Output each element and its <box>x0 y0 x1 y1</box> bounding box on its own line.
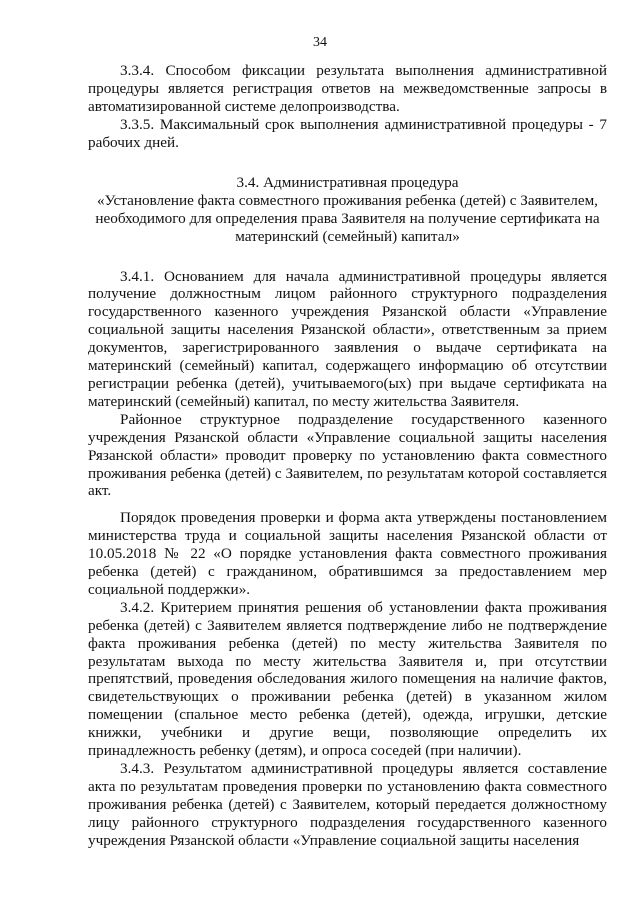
paragraph-3-3-5: 3.3.5. Максимальный срок выполнения административной процедуры - 7 рабочих дней. <box>88 115 607 151</box>
paragraph-3-4-3: 3.4.3. Результатом административной процедуры является составление акта по результатам проведения проверки по установлению факта совместного проживания ребенка (детей) с Заявителем, который передается должностному лицу районного структурного подразделения государственного казенного учреждения Рязанской области «Управление социальной защиты населения <box>88 760 607 849</box>
paragraph-3-3-4: 3.3.4. Способом фиксации результата выполнения административной процедуры является регистрация ответов на межведомственные запросы в автоматизированной системе делопроизводства. <box>88 62 607 115</box>
section-heading-title: «Установление факта совместного проживания ребенка (детей) с Заявителем, необходимого для определения права Заявителя на получение сертификата на материнский (семейный) капитал» <box>95 191 600 245</box>
paragraph-3-4-2: 3.4.2. Критерием принятия решения об установлении факта проживания ребенка (детей) с Заявителем является подтверждение либо не подтверждение факта проживания ребенка (детей) по месту жительства Заявителя по результатам выхода по месту жительства Заявителя и, при отсутствии препятствий, проведения обследования жилого помещения на наличие фактов, свидетельствующих о проживании ребенка (детей) в указанном жилом помещении (спальное место ребенка (детей), одежда, игрушки, детские книжки, учебники и другие вещи, позволяющие определить их принадлежность ребенку (детям), и опроса соседей (при наличии). <box>88 598 607 760</box>
document-body <box>88 62 607 850</box>
paragraph-3-4-1: 3.4.1. Основанием для начала административной процедуры является получение должностным лицом районного структурного подразделения государственного казенного учреждения Рязанской области «Управление социальной защиты населения Рязанской области», ответственным за прием документов, зарегистрированного заявления о выдаче сертификата на материнский (семейный) капитал, содержащего информацию об отсутствии регистрации ребенка (детей), учитываемого(ых) при выдаче сертификата на материнский (семейный) капитал, по месту жительства Заявителя. <box>88 267 607 410</box>
paragraph-check-procedure: Порядок проведения проверки и форма акта утверждены постановлением министерства труда и социальной защиты населения Рязанской области от 10.05.2018 № 22 «О порядке установления факта совместного проживания ребенка (детей) с гражданином, обратившимся за предоставлением мер социальной поддержки». <box>88 509 607 598</box>
paragraph-district-check: Районное структурное подразделение государственного казенного учреждения Рязанской области «Управление социальной защиты населения Рязанской области» проводит проверку по установлению факта совместного проживания ребенка (детей) с Заявителем, по результатам которой составляется акт. <box>88 410 607 500</box>
section-heading <box>88 174 607 246</box>
page-number: 34 <box>313 35 327 50</box>
section-heading-number: 3.4. Административная процедура <box>236 173 459 191</box>
